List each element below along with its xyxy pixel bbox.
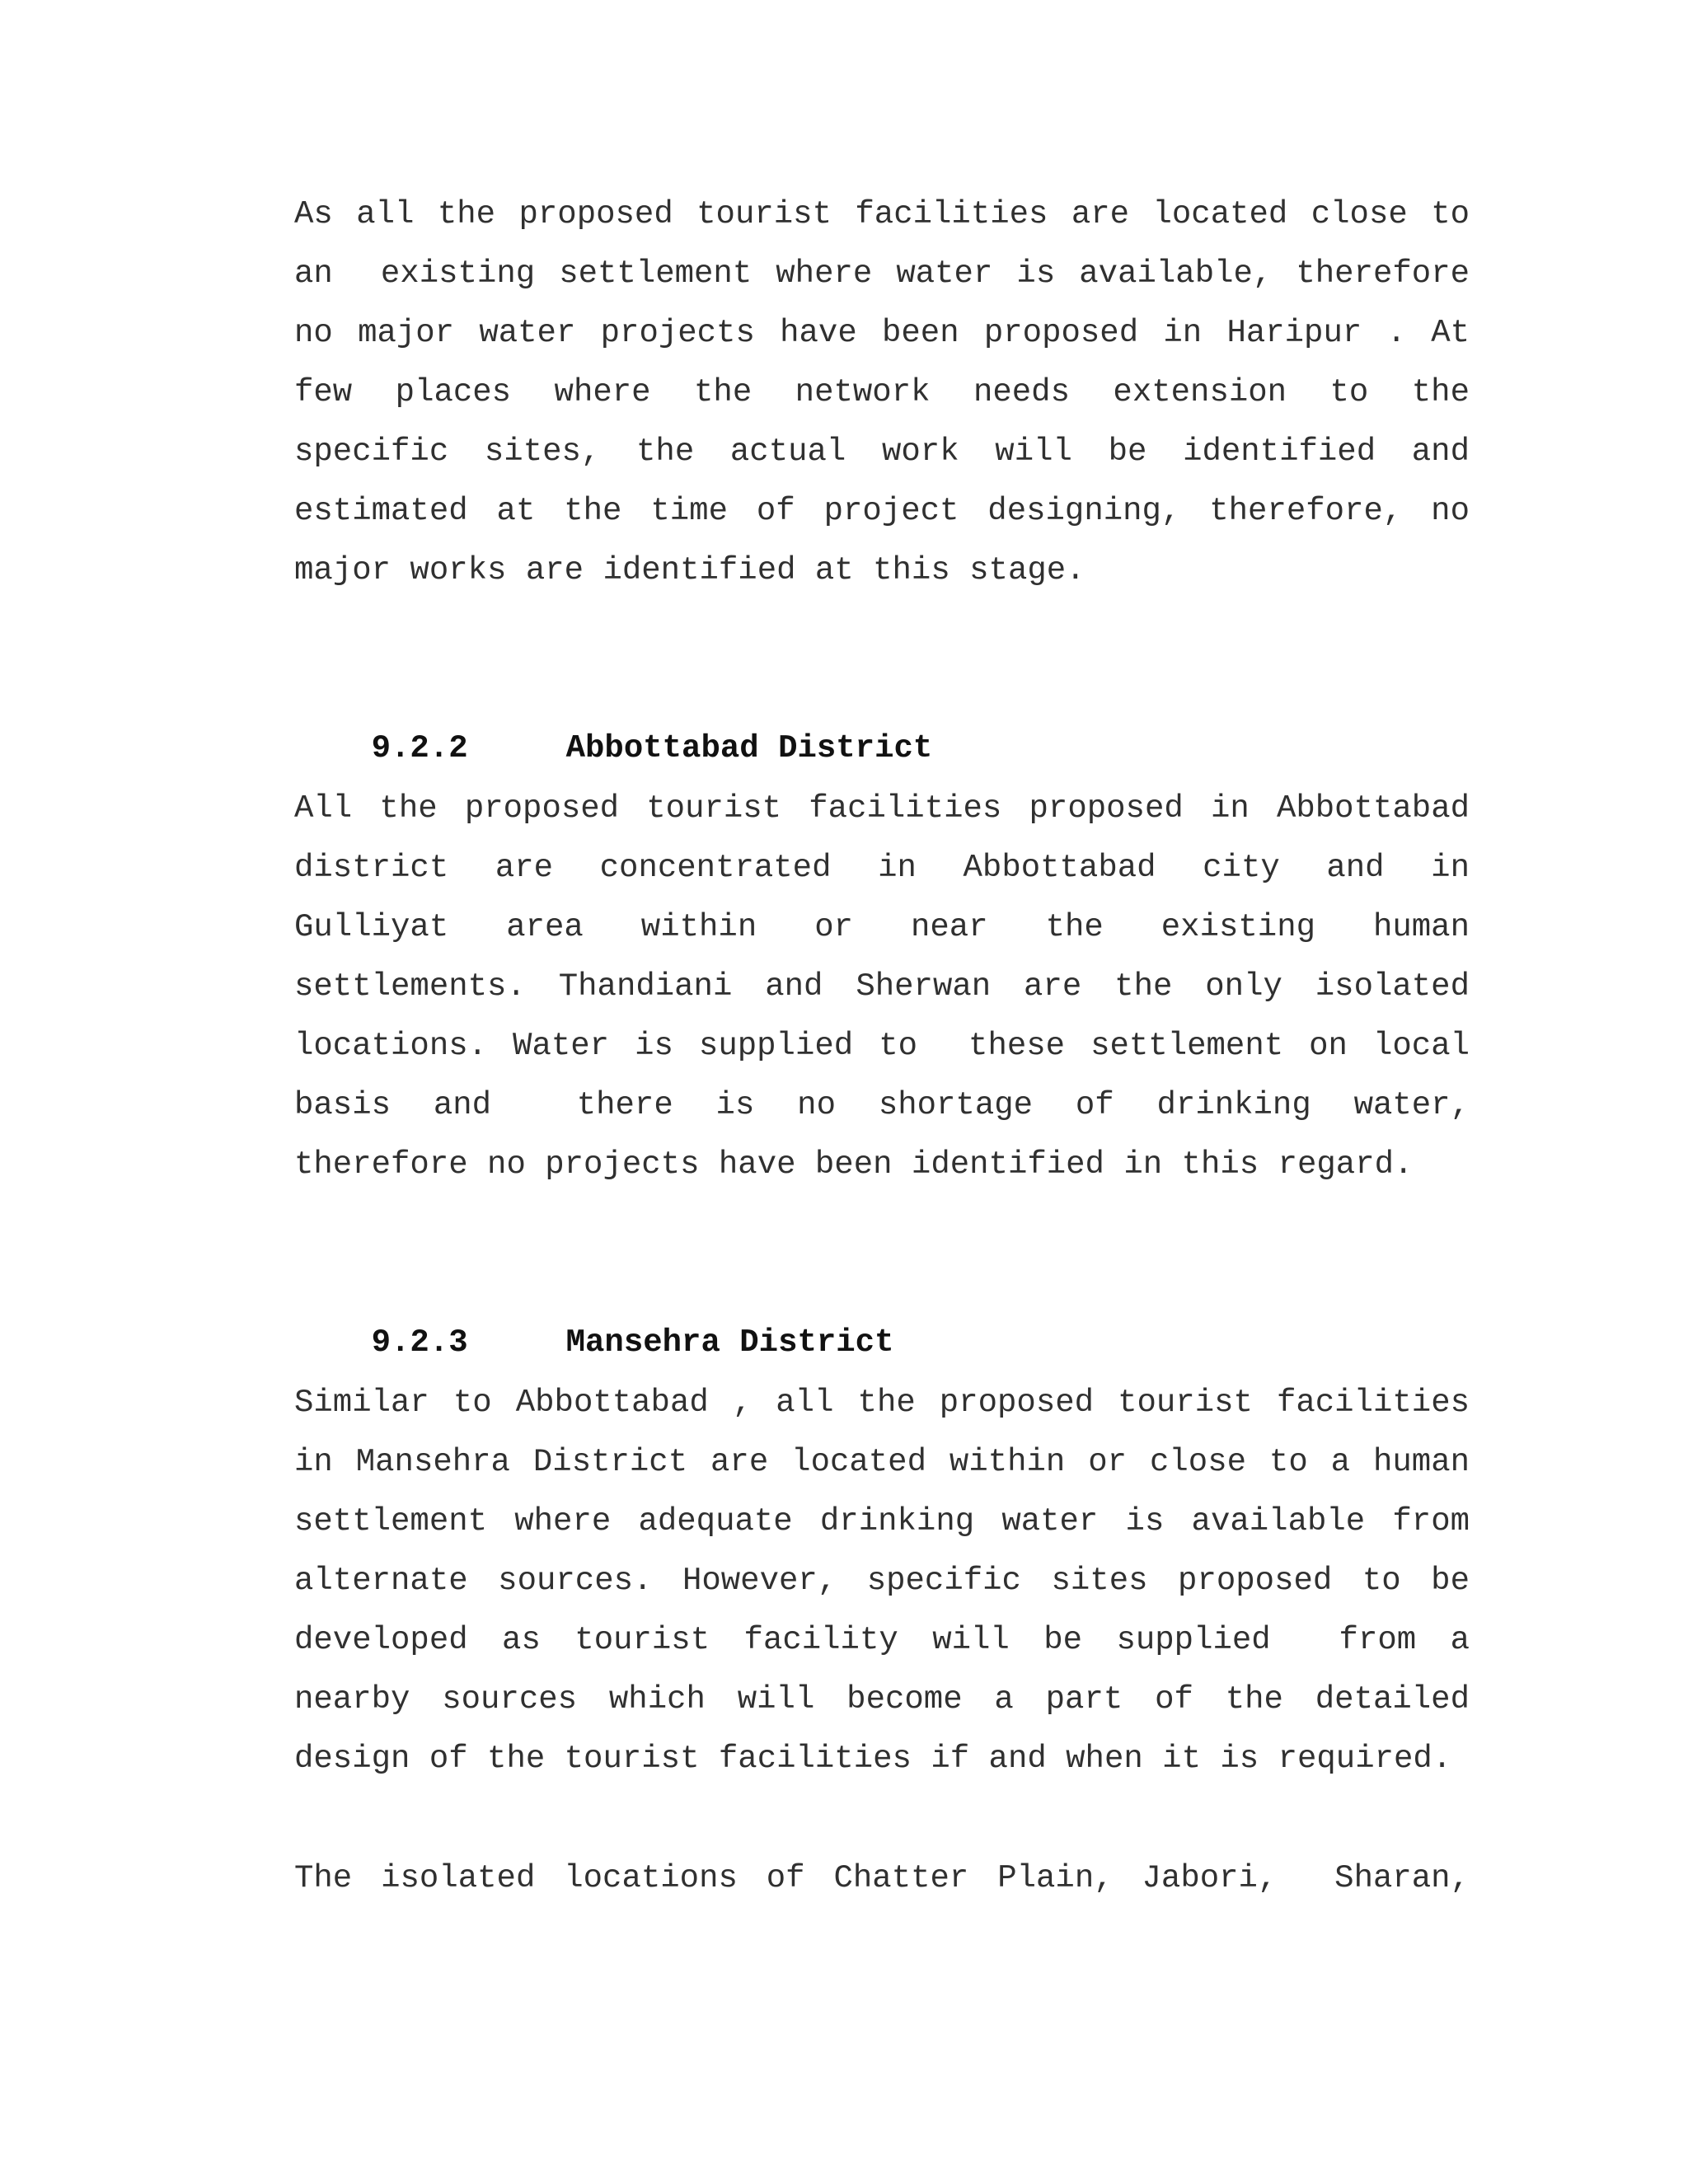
section-number: 9.2.2 — [371, 730, 468, 766]
text-line: The isolated locations of Chatter Plain, Jabori, Sharan, — [294, 1860, 1470, 1896]
paragraph-isolated-locations — [294, 1849, 1470, 1908]
text-line: specific sites, the actual work will be identified and — [294, 434, 1470, 470]
text-line: Gulliyat area within or near the existing human — [294, 909, 1470, 945]
section-heading-9-2-3 — [294, 1254, 894, 1361]
section-number: 9.2.3 — [371, 1324, 468, 1361]
text-line: locations. Water is supplied to these settlement on local — [294, 1028, 1470, 1064]
text-line: major works are identified at this stage. — [294, 552, 1085, 588]
text-line: All the proposed tourist facilities proposed in Abbottabad — [294, 790, 1470, 827]
text-line: no major water projects have been proposed in Haripur . At — [294, 315, 1470, 351]
text-line: few places where the network needs extension to the — [294, 374, 1470, 410]
text-line: basis and there is no shortage of drinking water, — [294, 1087, 1470, 1123]
section-heading-9-2-2 — [294, 659, 933, 766]
text-line: alternate sources. However, specific sites proposed to be — [294, 1563, 1470, 1599]
paragraph-haripur-water — [294, 185, 1470, 600]
text-line: district are concentrated in Abbottabad city and in — [294, 850, 1470, 886]
document-page — [294, 0, 1470, 2184]
text-line: settlements. Thandiani and Sherwan are the only isolated — [294, 968, 1470, 1005]
paragraph-abbottabad — [294, 779, 1470, 1194]
text-line: settlement where adequate drinking water is available from — [294, 1503, 1470, 1540]
text-line: therefore no projects have been identified in this regard. — [294, 1146, 1414, 1183]
section-title: Abbottabad District — [565, 730, 933, 766]
text-line: estimated at the time of project designing, therefore, no — [294, 493, 1470, 529]
text-line: nearby sources which will become a part of the detailed — [294, 1681, 1470, 1718]
text-line: an existing settlement where water is available, therefore — [294, 255, 1470, 292]
paragraph-mansehra — [294, 1373, 1470, 1788]
text-line: design of the tourist facilities if and when it is required. — [294, 1741, 1452, 1777]
text-line: developed as tourist facility will be supplied from a — [294, 1622, 1470, 1658]
text-line: in Mansehra District are located within or close to a human — [294, 1444, 1470, 1480]
text-line: As all the proposed tourist facilities are located close to — [294, 196, 1470, 232]
section-title: Mansehra District — [565, 1324, 894, 1361]
text-line: Similar to Abbottabad , all the proposed tourist facilities — [294, 1385, 1470, 1421]
